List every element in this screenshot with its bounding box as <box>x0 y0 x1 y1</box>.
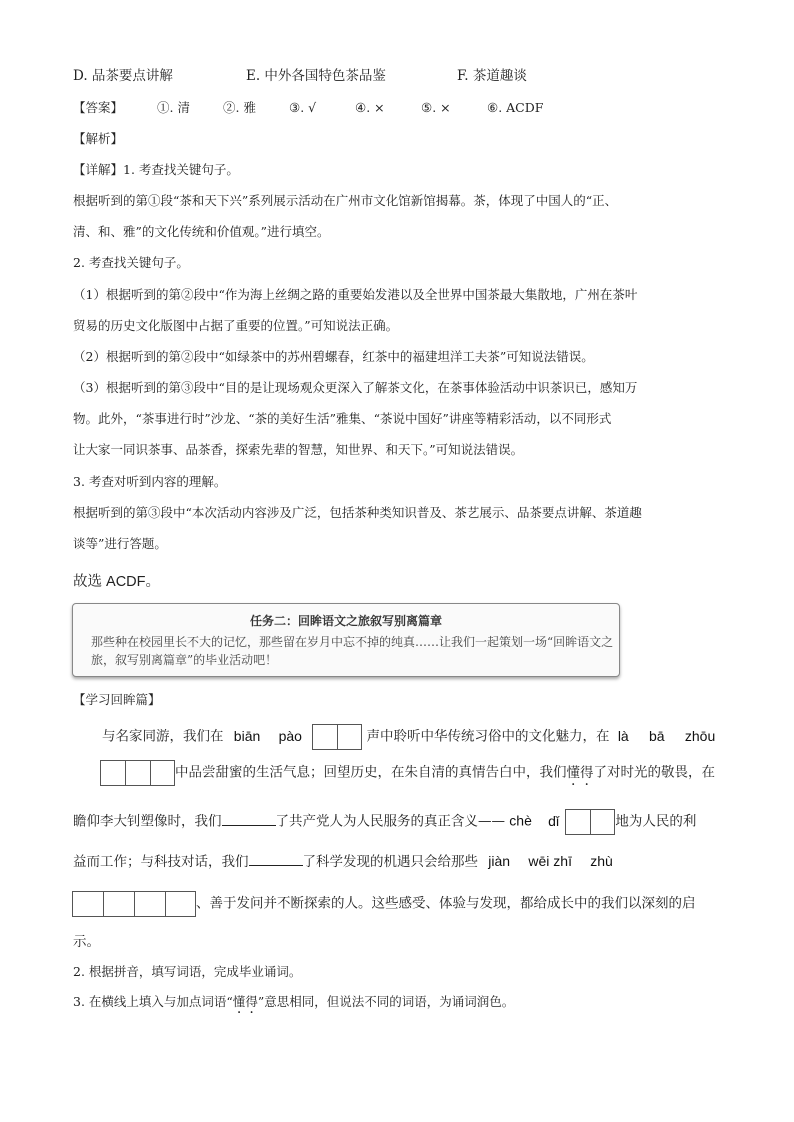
answer-label: 【答案】 <box>73 100 124 115</box>
char-box[interactable] <box>72 891 103 917</box>
pinyin-chedi-2: dǐ <box>548 812 560 829</box>
task-line-2: 旅，叙写别离篇章”的毕业活动吧！ <box>91 653 278 667</box>
dotted-char: 懂 <box>566 764 580 781</box>
analysis-detail: 【详解】1. 考查找关键句子。 <box>73 162 239 177</box>
review-line-6: 示。 <box>73 934 100 950</box>
analysis-s3b: 物。此外，“茶事进行时”沙龙、“茶的美好生活”雅集、“茶说中国好”讲座等精彩活动，以不同形式 <box>73 411 612 426</box>
char-box[interactable] <box>337 724 362 750</box>
review-l2-a: 中品尝甜蜜的生活气息；回望历史，在朱自清的真情告白中，我们 <box>175 764 567 781</box>
analysis-s3c: 让大家一同识茶事、品茶香，探索先辈的智慧，知世界、和天下。”可知说法错误。 <box>73 442 524 457</box>
char-box[interactable] <box>100 760 125 786</box>
pinyin-labazhou-2: bā <box>649 727 665 744</box>
answer-2: ②. 雅 <box>223 100 256 115</box>
review-line-4 <box>73 851 613 872</box>
review-l3-a: 瞻仰李大钊塑像时，我们 <box>73 813 222 830</box>
analysis-p3b: 谈等”进行答题。 <box>73 536 167 551</box>
analysis-s3a: （3）根据听到的第③段中“目的是让现场观众更深入了解茶文化，在茶事体验活动中识茶识已，感知万 <box>73 380 638 395</box>
review-l5: 、善于发问并不断探索的人。这些感受、体验与发现，都给成长中的我们以深刻的启 <box>196 895 696 912</box>
review-line-3 <box>73 809 696 835</box>
analysis-h3: 3. 考查对听到内容的理解。 <box>73 474 227 489</box>
review-l4-a: 益而工作；与科技对话，我们 <box>73 854 249 870</box>
analysis-s1a: （1）根据听到的第②段中“作为海上丝绸之路的重要始发港以及全世界中国茶最大集散地，广州在茶叶 <box>73 287 638 302</box>
pinyin-labazhou-1: là <box>617 727 629 744</box>
dotted-char: 得 <box>245 994 258 1009</box>
analysis-s1b: 贸易的历史文化版图中占据了重要的位置。”可知说法正确。 <box>73 318 399 333</box>
answer-1: ①. 清 <box>157 100 190 115</box>
char-box[interactable] <box>103 891 134 917</box>
analysis-label: 【解析】 <box>73 131 124 146</box>
question-2: 2. 根据拼音，填写词语，完成毕业诵词。 <box>73 964 302 979</box>
char-box[interactable] <box>590 809 615 835</box>
analysis-choose: 故选 ACDF。 <box>73 574 160 590</box>
dotted-char: 得 <box>580 764 594 781</box>
analysis-p1b: 清、和、雅”的文化传统和价值观。”进行填空。 <box>73 224 330 239</box>
char-box[interactable] <box>565 809 590 835</box>
dotted-char: 懂 <box>232 994 246 1009</box>
analysis-s2: （2）根据听到的第②段中“如绿茶中的苏州碧螺春，红茶中的福建坦洋工夫茶”可知说法错误。 <box>73 349 594 364</box>
answer-boxes-bianpao[interactable] <box>312 724 362 750</box>
question-3-a: 3. 在横线上填入与加点词语“ <box>73 994 233 1009</box>
answer-6: ⑥. ACDF <box>487 100 544 115</box>
pinyin-bianpao-2: pào <box>278 727 302 744</box>
review-label: 【学习回眸篇】 <box>73 692 161 707</box>
question-3 <box>73 992 514 1012</box>
char-box[interactable] <box>134 891 165 917</box>
review-l4-b: 了科学发现的机遇只会给那些 <box>302 854 478 870</box>
answer-4: ④. × <box>355 100 385 115</box>
answer-row <box>73 98 543 118</box>
review-line-1 <box>102 724 715 750</box>
answer-boxes-chedi[interactable] <box>565 809 615 835</box>
analysis-p1a: 根据听到的第①段“茶和天下兴”系列展示活动在广州市文化馆新馆揭幕。茶，体现了中国人的“正、 <box>73 193 618 208</box>
pinyin-jianweizhizhu-1: jiàn <box>488 853 511 869</box>
analysis-h2: 2. 考查找关键句子。 <box>73 255 189 270</box>
answer-boxes-jianweizhizhu[interactable] <box>72 891 196 917</box>
task-title: 任务二：回眸语文之旅叙写别离篇章 <box>249 614 442 628</box>
options-row <box>73 66 527 86</box>
analysis-p3a: 根据听到的第③段中“本次活动内容涉及广泛，包括茶种类知识普及、茶艺展示、品茶要点讲解、茶道趣 <box>73 505 642 520</box>
pinyin-labazhou-3: zhōu <box>684 727 716 744</box>
review-l3-b: 了共产党人为人民服务的真正含义—— <box>275 813 505 830</box>
option-e: E. 中外各国特色茶品鉴 <box>246 68 386 84</box>
task-line-1: 那些种在校园里长不大的记忆，那些留在岁月中忘不掉的纯真……让我们一起策划一场“回眸语文之 <box>91 635 614 649</box>
pinyin-chedi-1: chè <box>509 812 532 829</box>
review-line-5 <box>72 891 696 917</box>
review-line-2 <box>100 760 715 786</box>
review-l1-pre: 与名家同游，我们在 <box>102 728 224 745</box>
review-l2-b: 了对时光的敬畏，在 <box>593 764 715 781</box>
char-box[interactable] <box>125 760 150 786</box>
answer-5: ⑤. × <box>421 100 451 115</box>
char-box[interactable] <box>165 891 196 917</box>
pinyin-jianweizhizhu-2: wēi zhī <box>528 853 572 869</box>
review-l1-mid: 声中聆听中华传统习俗中的文化魅力，在 <box>366 728 610 745</box>
pinyin-jianweizhizhu-3: zhù <box>590 853 613 869</box>
pinyin-bianpao-1: biān <box>233 727 261 744</box>
review-l3-c: 地为人民的利 <box>615 813 697 830</box>
char-box[interactable] <box>150 760 175 786</box>
answer-3: ③. √ <box>289 100 317 115</box>
option-d: D. 品茶要点讲解 <box>73 68 173 84</box>
question-3-b: ”意思相同，但说法不同的词语，为诵词润色。 <box>257 994 515 1009</box>
fill-blank-1[interactable] <box>222 811 276 826</box>
option-f: F. 茶道趣谈 <box>457 68 527 84</box>
answer-boxes-labazhou[interactable] <box>100 760 175 786</box>
char-box[interactable] <box>312 724 337 750</box>
fill-blank-2[interactable] <box>249 851 303 866</box>
task-banner <box>72 603 620 677</box>
